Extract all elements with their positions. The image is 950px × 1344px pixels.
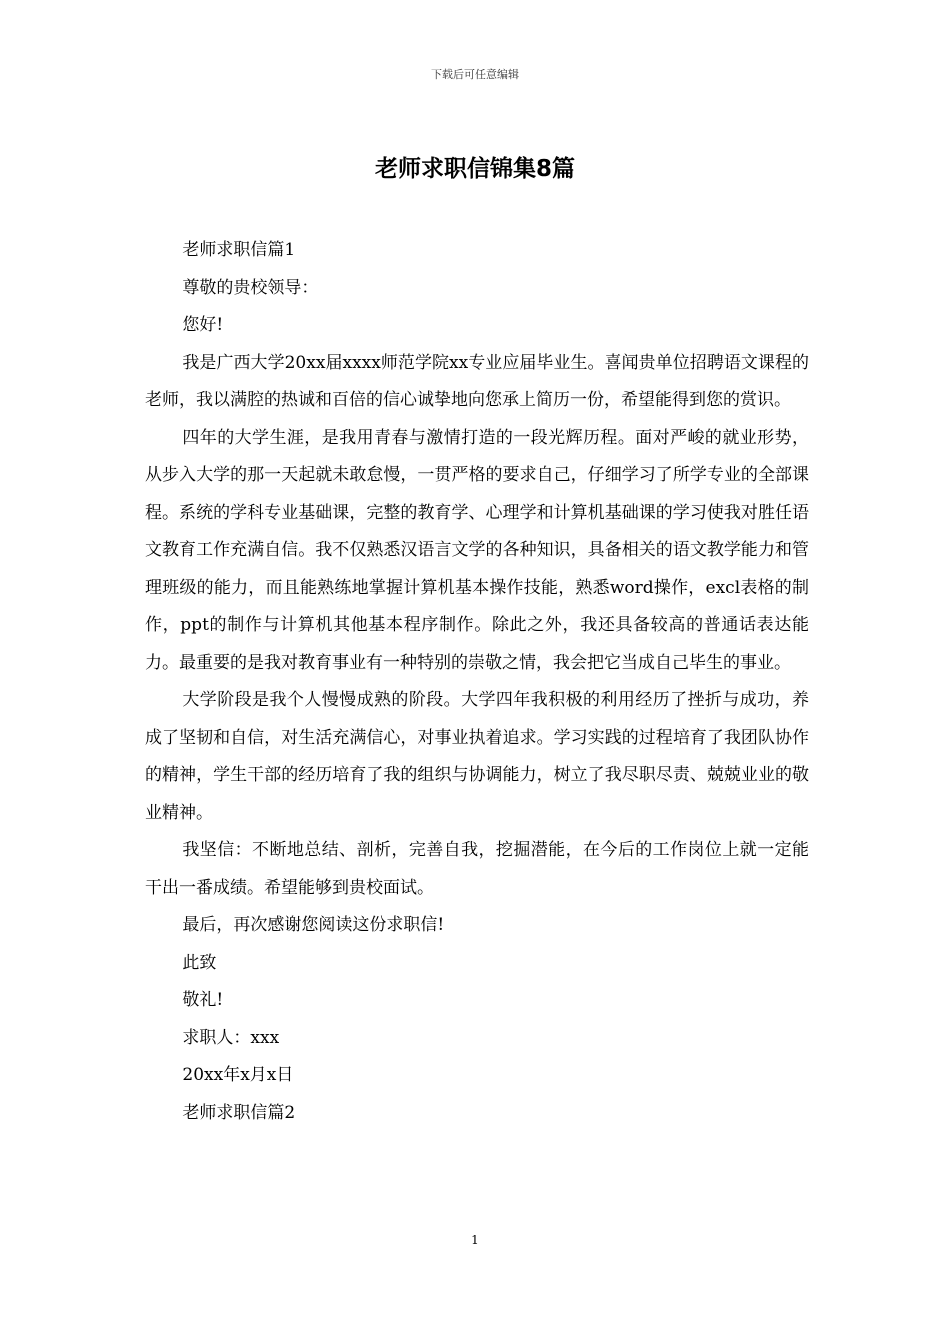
- salutation: 尊敬的贵校领导：: [182, 277, 319, 298]
- document-title: 老师求职信锦集8篇: [374, 156, 575, 182]
- date: 20xx年x月x日: [182, 1065, 294, 1085]
- closing-2: 敬礼!: [182, 990, 224, 1010]
- document-body: [145, 232, 809, 1132]
- greeting: 您好!: [182, 315, 224, 335]
- paragraph-growth: 大学阶段是我个人慢慢成熟的阶段。大学四年我积极的利用经历了挫折与成功，养成了坚韧和自信，对生活充满信心，对事业执着追求。学习实践的过程培育了我团队协作的精神，学生干部的经历培育了我的组织与协调能力，树立了我尽职尽责、兢兢业业的敬业精神。: [145, 690, 809, 823]
- page-number: 1: [471, 1233, 479, 1247]
- closing-1: 此致: [182, 952, 217, 973]
- paragraph-university: 四年的大学生涯，是我用青春与激情打造的一段光辉历程。面对严峻的就业形势，从步入大学的那一天起就未敢怠慢，一贯严格的要求自己，仔细学习了所学专业的全部课程。系统的学科专业基础课，完整的教育学、心理学和计算机基础课的学习使我对胜任语文教育工作充满自信。我不仅熟悉汉语言文学的各种知识，具备相关的语文教学能力和管理班级的能力，而且能熟练地掌握计算机基本操作技能，熟悉word操作，excl表格的制作，ppt的制作与计算机其他基本程序制作。除此之外，我还具备较高的普通话表达能力。最重要的是我对教育事业有一种特别的崇敬之情，我会把它当成自己毕生的事业。: [145, 427, 809, 673]
- section-heading: 老师求职信篇2: [182, 1102, 296, 1123]
- paragraph-intro: 我是广西大学20xx届xxxx师范学院xx专业应届毕业生。喜闻贵单位招聘语文课程的老师，我以满腔的热诚和百倍的信心诚挚地向您承上简历一份，希望能得到您的赏识。: [145, 352, 809, 410]
- header-note: 下载后可任意编辑: [431, 68, 519, 81]
- section-heading: 老师求职信篇1: [182, 240, 296, 260]
- signature: 求职人：xxx: [182, 1027, 280, 1048]
- paragraph-belief: 我坚信：不断地总结、剖析，完善自我，挖掘潜能，在今后的工作岗位上就一定能干出一番成绩。希望能够到贵校面试。: [145, 840, 809, 898]
- paragraph-thanks: 最后，再次感谢您阅读这份求职信!: [182, 915, 445, 935]
